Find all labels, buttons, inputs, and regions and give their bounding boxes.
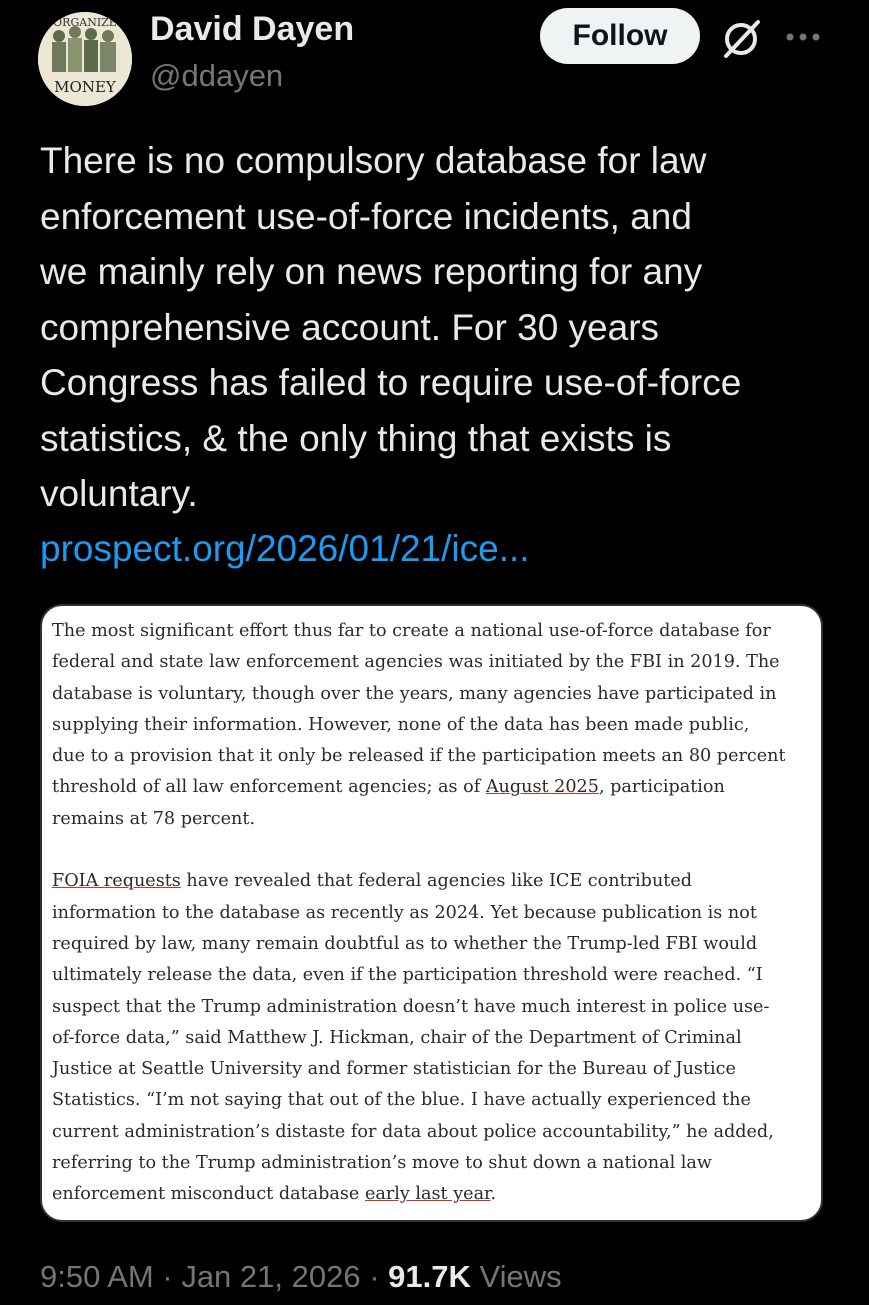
excerpt-line: ultimately release the data, even if the participation threshold were reached. “I [52,965,763,986]
excerpt-line: due to a provision that it only be released if the participation meets an 80 percent [52,746,786,767]
excerpt-link: August 2025 [485,777,599,798]
excerpt-line: Statistics. “I’m not saying that out of the blue. I have actually experienced the [52,1090,751,1111]
author-handle[interactable]: @ddayen [150,58,284,93]
tweet-text [40,133,840,522]
tweet-text-line: statistics, & the only thing that exists is [40,417,672,459]
tweet-text-line: comprehensive account. For 30 years [40,306,660,348]
article-link[interactable]: prospect.org/2026/01/21/ice... [40,528,530,569]
tweet-text-line: voluntary. [40,473,198,514]
excerpt-line [52,866,813,897]
excerpt-line: information to the database as recently as 2024. Yet because publication is not [52,902,757,923]
views-count[interactable]: 91.7K [388,1259,471,1294]
excerpt-line: federal and state law enforcement agencies was initiated by the FBI in 2019. The [52,652,780,673]
excerpt-line: suspect that the Trump administration doesn’t have much interest in police use- [52,996,770,1017]
avatar[interactable] [38,12,132,106]
excerpt-text: . [490,1184,497,1205]
excerpt-link: early last year [364,1184,491,1205]
tweet-meta [40,1259,562,1295]
tweet-header [0,0,869,110]
tweet-time[interactable]: 9:50 AM [40,1259,154,1294]
excerpt-line: database is voluntary, though over the years, many agencies have participated in [52,683,777,704]
tweet-text-line: we mainly rely on news reporting for any [40,251,703,292]
article-excerpt [52,616,813,1211]
excerpt-line: The most significant effort thus far to create a national use-of-force database for [52,621,771,641]
tweet-date[interactable]: Jan 21, 2026 [181,1259,361,1294]
tweet-text-line: There is no compulsory database for law [40,140,707,181]
excerpt-line [52,1179,813,1210]
meta-separator: · [360,1259,389,1294]
follow-button[interactable]: Follow [540,8,700,64]
paragraph-gap [52,835,813,866]
excerpt-line: Justice at Seattle University and former statistician for the Bureau of Justice [52,1059,736,1080]
excerpt-line: supplying their information. However, none of the data has been made public, [52,714,750,735]
avatar-text-top: ORGANIZE [53,16,117,29]
excerpt-link: FOIA requests [52,871,181,892]
excerpt-line: referring to the Trump administration’s move to shut down a national law [52,1153,712,1174]
excerpt-text: threshold of all law enforcement agencies; as of [52,777,486,798]
excerpt-line: current administration’s distaste for data about police accountability,” he added, [52,1121,774,1142]
tweet-text-line: enforcement use-of-force incidents, and [40,195,692,237]
excerpt-line: of-force data,” said Matthew J. Hickman, chair of the Department of Criminal [52,1027,742,1048]
excerpt-line [52,772,813,803]
meta-separator: · [153,1259,182,1294]
excerpt-text: enforcement misconduct database [52,1184,365,1205]
grok-icon[interactable] [716,14,766,64]
author-name[interactable]: David Dayen [150,10,355,48]
excerpt-text: have revealed that federal agencies like ICE contributed [180,871,693,892]
tweet-text-line: Congress has failed to require use-of-force [40,362,742,403]
excerpt-line: remains at 78 percent. [52,808,256,829]
avatar-image [38,12,132,106]
views-label: Views [470,1259,562,1294]
excerpt-line: required by law, many remain doubtful as to whether the Trump-led FBI would [52,933,758,954]
attached-image[interactable] [40,604,823,1222]
more-icon[interactable] [782,22,824,52]
avatar-text-bottom: MONEY [54,78,116,96]
excerpt-text: , participation [598,777,725,798]
